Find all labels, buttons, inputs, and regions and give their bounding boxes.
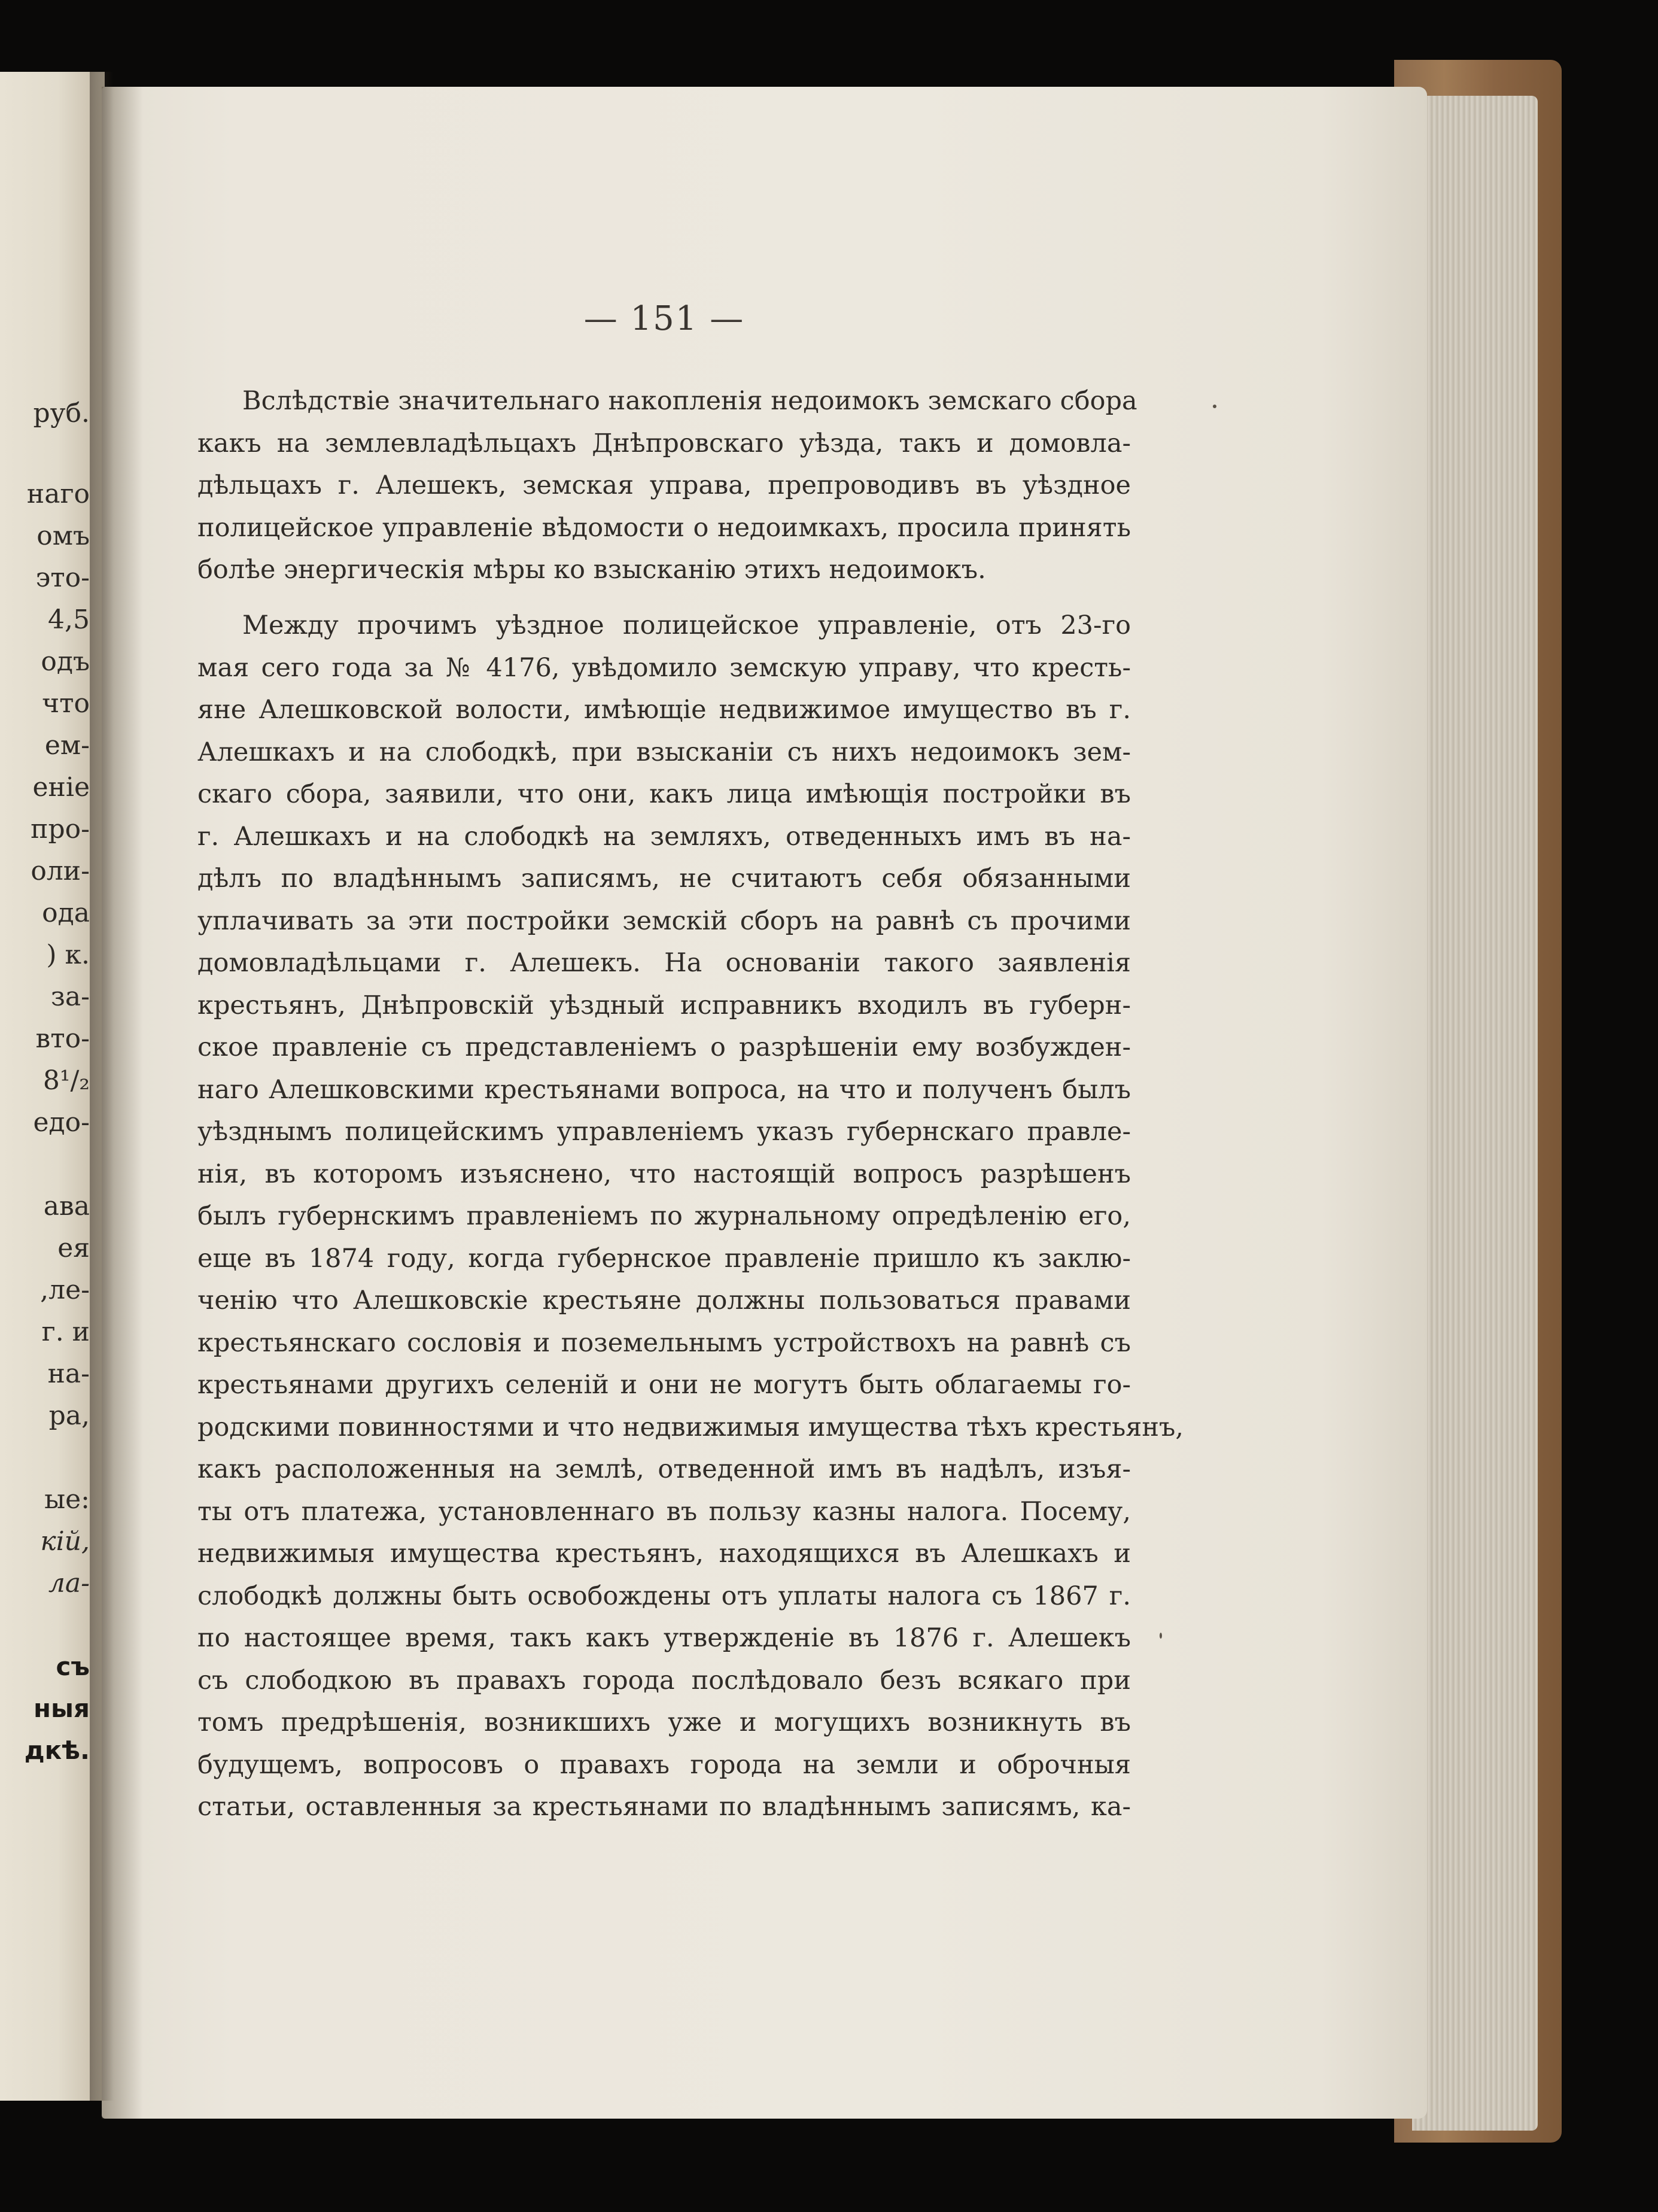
page-number: — 151 — (583, 299, 745, 338)
text-line: Вслѣдствіе значительнаго накопленія недоимокъ земскаго сбора (242, 386, 1137, 416)
text-line: ское правленіе съ представленіемъ о разрѣшеніи ему возбужден- (197, 1032, 1131, 1062)
left-page-fragment: это- (35, 563, 90, 593)
text-line: статьи, оставленныя за крестьянами по владѣннымъ записямъ, ка- (197, 1792, 1131, 1822)
left-page-fragment: едо- (33, 1107, 90, 1138)
text-line: родскими повинностями и что недвижимыя имущества тѣхъ крестьянъ, (197, 1412, 1184, 1442)
text-line: недвижимыя имущества крестьянъ, находящихся въ Алешкахъ и (197, 1539, 1131, 1569)
left-page-fragment: дкѣ. (24, 1736, 90, 1765)
text-line: по настоящее время, такъ какъ утвержденіе въ 1876 г. Алешекъ (197, 1623, 1131, 1653)
left-page-fragment: кій, (40, 1526, 90, 1557)
left-page-fragment: что (42, 688, 90, 719)
text-line: уплачивать за эти постройки земскій сборъ на равнѣ съ прочими (197, 906, 1131, 936)
left-page-fragment: ода (42, 898, 90, 928)
text-line: болѣе энергическія мѣры ко взысканію этихъ недоимокъ. (197, 555, 986, 585)
text-line: съ слободкою въ правахъ города послѣдовало безъ всякаго при (197, 1666, 1131, 1696)
left-page-fragment: омъ (36, 521, 90, 551)
text-line: скаго сбора, заявили, что они, какъ лица имѣющія постройки въ (197, 779, 1131, 809)
text-line: томъ предрѣшенія, возникшихъ уже и могущихъ возникнуть въ (197, 1707, 1131, 1737)
left-page-fragment: ава (43, 1191, 90, 1222)
left-page-fragment: ра, (48, 1400, 90, 1431)
left-page-fragment: про- (31, 814, 90, 844)
text-line: ты отъ платежа, установленнаго въ пользу казны налога. Посему, (197, 1497, 1131, 1527)
left-page-fragment: вто- (35, 1023, 90, 1054)
left-page-fragment: ,ле- (40, 1275, 90, 1305)
left-page-fragment: ла- (48, 1568, 90, 1599)
text-line: еще въ 1874 году, когда губернское правленіе пришло къ заклю- (197, 1244, 1131, 1274)
text-line: полицейское управленіе вѣдомости о недоимкахъ, просила принять (197, 513, 1131, 543)
text-line: крестьянами другихъ селеній и они не могутъ быть облагаемы го- (197, 1370, 1131, 1400)
text-line: крестьянъ, Днѣпровскій уѣздный исправникъ входилъ въ губерн- (197, 990, 1131, 1020)
left-page-fragment: еніе (32, 772, 90, 803)
text-line: какъ расположенныя на землѣ, отведенной имъ въ надѣлъ, изъя- (197, 1454, 1131, 1484)
page-edges (1412, 96, 1538, 2131)
text-line: какъ на землевладѣльцахъ Днѣпровскаго уѣзда, такъ и домовла- (197, 429, 1131, 458)
text-line: будущемъ, вопросовъ о правахъ города на земли и оброчныя (197, 1750, 1131, 1780)
left-gutter-shadow (90, 72, 114, 2101)
left-page-fragment: оли- (31, 856, 90, 886)
left-page-fragment: г. и (41, 1317, 90, 1347)
text-line: нія, въ которомъ изъяснено, что настоящій вопросъ разрѣшенъ (197, 1159, 1131, 1189)
left-page-fragment: ныя (34, 1694, 90, 1723)
text-line: домовладѣльцами г. Алешекъ. На основаніи такого заявленія (197, 948, 1131, 978)
left-page-fragment: на- (47, 1359, 90, 1389)
text-line: уѣзднымъ полицейскимъ управленіемъ указъ губернскаго правле- (197, 1117, 1131, 1147)
text-line: Алешкахъ и на слободкѣ, при взысканіи съ нихъ недоимокъ зем- (197, 737, 1131, 767)
text-line: мая сего года за № 4176, увѣдомило земскую управу, что кресть- (197, 653, 1131, 683)
scan-speck (1213, 405, 1216, 408)
left-page-fragment: съ (56, 1652, 90, 1681)
left-page-fragment: ) к. (46, 940, 90, 970)
text-line: яне Алешковской волости, имѣющіе недвижимое имущество въ г. (197, 695, 1131, 725)
left-page-fragment: ея (57, 1233, 90, 1263)
scan-speck (1160, 1633, 1162, 1639)
left-page-fragment: ые: (44, 1484, 90, 1515)
text-line: дѣлъ по владѣннымъ записямъ, не считаютъ себя обязанными (197, 864, 1131, 894)
left-page-fragment: 4,5 (48, 604, 90, 635)
text-line: крестьянскаго сословія и поземельнымъ устройствохъ на равнѣ съ (197, 1328, 1131, 1358)
left-page-fragment: 8¹/₂ (42, 1065, 90, 1096)
text-line: Между прочимъ уѣздное полицейское управленіе, отъ 23-го (242, 610, 1131, 640)
left-page-fragment: ем- (44, 730, 90, 761)
text-line: ченію что Алешковскіе крестьяне должны пользоваться правами (197, 1286, 1131, 1315)
left-page-fragment: за- (50, 982, 90, 1012)
text-line: былъ губернскимъ правленіемъ по журнальному опредѣленію его, (197, 1201, 1131, 1231)
left-page-fragment: руб. (33, 398, 90, 429)
left-page-fragment: одъ (41, 646, 90, 677)
text-line: слободкѣ должны быть освобождены отъ уплаты налога съ 1867 г. (197, 1581, 1131, 1611)
text-line: дѣльцахъ г. Алешекъ, земская управа, препроводивъ въ уѣздное (197, 470, 1131, 500)
left-page-fragment: наго (26, 479, 90, 509)
text-line: г. Алешкахъ и на слободкѣ на земляхъ, отведенныхъ имъ въ на- (197, 822, 1131, 852)
text-line: наго Алешковскими крестьянами вопроса, на что и полученъ былъ (197, 1075, 1131, 1105)
